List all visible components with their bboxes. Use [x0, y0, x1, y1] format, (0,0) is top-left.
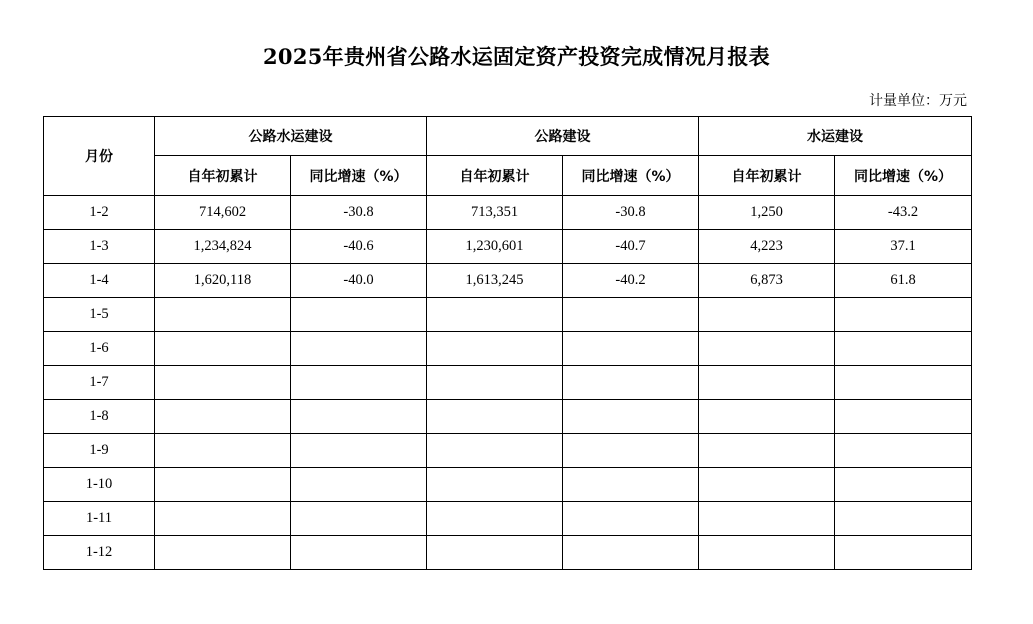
growth-cell: -40.2 — [563, 264, 699, 298]
group-header-highway: 公路建设 — [427, 117, 699, 156]
cumulative-cell — [427, 468, 563, 502]
table-row — [44, 366, 972, 400]
growth-cell — [563, 332, 699, 366]
growth-cell — [563, 468, 699, 502]
cumulative-cell — [155, 298, 291, 332]
subheader-cumulative: 自年初累计 — [427, 156, 563, 196]
table-row — [44, 468, 972, 502]
growth-cell — [291, 332, 427, 366]
growth-cell: -43.2 — [835, 196, 972, 230]
month-cell: 1-4 — [44, 264, 155, 298]
cumulative-cell: 713,351 — [427, 196, 563, 230]
month-cell: 1-7 — [44, 366, 155, 400]
growth-cell — [291, 468, 427, 502]
cumulative-cell — [427, 536, 563, 570]
page-title: 2025年贵州省公路水运固定资产投资完成情况月报表 — [263, 44, 770, 69]
cumulative-cell — [699, 502, 835, 536]
month-cell: 1-5 — [44, 298, 155, 332]
growth-cell — [291, 366, 427, 400]
growth-cell — [835, 366, 972, 400]
cumulative-cell — [699, 400, 835, 434]
cumulative-cell: 1,250 — [699, 196, 835, 230]
cumulative-cell — [427, 434, 563, 468]
cumulative-cell: 714,602 — [155, 196, 291, 230]
table-row — [44, 230, 972, 264]
growth-cell — [835, 536, 972, 570]
table-row — [44, 298, 972, 332]
growth-cell — [291, 502, 427, 536]
cumulative-cell — [699, 536, 835, 570]
growth-cell: -40.6 — [291, 230, 427, 264]
growth-cell — [563, 434, 699, 468]
subheader-cumulative: 自年初累计 — [699, 156, 835, 196]
cumulative-cell — [699, 366, 835, 400]
growth-cell — [291, 400, 427, 434]
table-row — [44, 196, 972, 230]
month-cell: 1-2 — [44, 196, 155, 230]
table-row — [44, 332, 972, 366]
cumulative-cell — [155, 468, 291, 502]
table-row — [44, 264, 972, 298]
growth-cell — [291, 434, 427, 468]
subheader-growth: 同比增速（%） — [291, 156, 427, 196]
month-cell: 1-8 — [44, 400, 155, 434]
growth-cell — [563, 366, 699, 400]
cumulative-cell — [427, 366, 563, 400]
cumulative-cell — [699, 298, 835, 332]
cumulative-cell — [427, 400, 563, 434]
cumulative-cell — [699, 468, 835, 502]
month-cell: 1-12 — [44, 536, 155, 570]
month-cell: 1-10 — [44, 468, 155, 502]
growth-cell: -40.7 — [563, 230, 699, 264]
growth-cell — [835, 502, 972, 536]
month-cell: 1-3 — [44, 230, 155, 264]
cumulative-cell: 4,223 — [699, 230, 835, 264]
growth-cell: -30.8 — [563, 196, 699, 230]
table-row — [44, 502, 972, 536]
table-row — [44, 400, 972, 434]
growth-cell — [835, 468, 972, 502]
growth-cell — [563, 502, 699, 536]
cumulative-cell — [155, 502, 291, 536]
cumulative-cell — [155, 332, 291, 366]
growth-cell — [835, 298, 972, 332]
cumulative-cell — [699, 434, 835, 468]
cumulative-cell: 1,234,824 — [155, 230, 291, 264]
growth-cell: 61.8 — [835, 264, 972, 298]
growth-cell — [563, 400, 699, 434]
month-cell: 1-6 — [44, 332, 155, 366]
growth-cell: -40.0 — [291, 264, 427, 298]
group-header-highway-waterway: 公路水运建设 — [155, 117, 427, 156]
cumulative-cell — [427, 332, 563, 366]
growth-cell — [563, 298, 699, 332]
cumulative-cell — [427, 298, 563, 332]
unit-label: 计量单位：万元 — [869, 93, 967, 109]
cumulative-cell — [155, 366, 291, 400]
cumulative-cell: 1,613,245 — [427, 264, 563, 298]
growth-cell — [291, 536, 427, 570]
subheader-growth: 同比增速（%） — [835, 156, 972, 196]
cumulative-cell — [155, 536, 291, 570]
group-header-waterway: 水运建设 — [699, 117, 972, 156]
report-table — [43, 116, 972, 570]
cumulative-cell — [427, 502, 563, 536]
growth-cell — [835, 434, 972, 468]
month-header: 月份 — [44, 117, 155, 196]
cumulative-cell: 1,620,118 — [155, 264, 291, 298]
cumulative-cell: 1,230,601 — [427, 230, 563, 264]
growth-cell — [835, 332, 972, 366]
cumulative-cell — [155, 400, 291, 434]
table-row — [44, 434, 972, 468]
subheader-cumulative: 自年初累计 — [155, 156, 291, 196]
growth-cell: -30.8 — [291, 196, 427, 230]
growth-cell — [291, 298, 427, 332]
month-cell: 1-9 — [44, 434, 155, 468]
growth-cell: 37.1 — [835, 230, 972, 264]
month-cell: 1-11 — [44, 502, 155, 536]
growth-cell — [563, 536, 699, 570]
cumulative-cell — [699, 332, 835, 366]
growth-cell — [835, 400, 972, 434]
cumulative-cell — [155, 434, 291, 468]
subheader-growth: 同比增速（%） — [563, 156, 699, 196]
cumulative-cell: 6,873 — [699, 264, 835, 298]
table-row — [44, 536, 972, 570]
